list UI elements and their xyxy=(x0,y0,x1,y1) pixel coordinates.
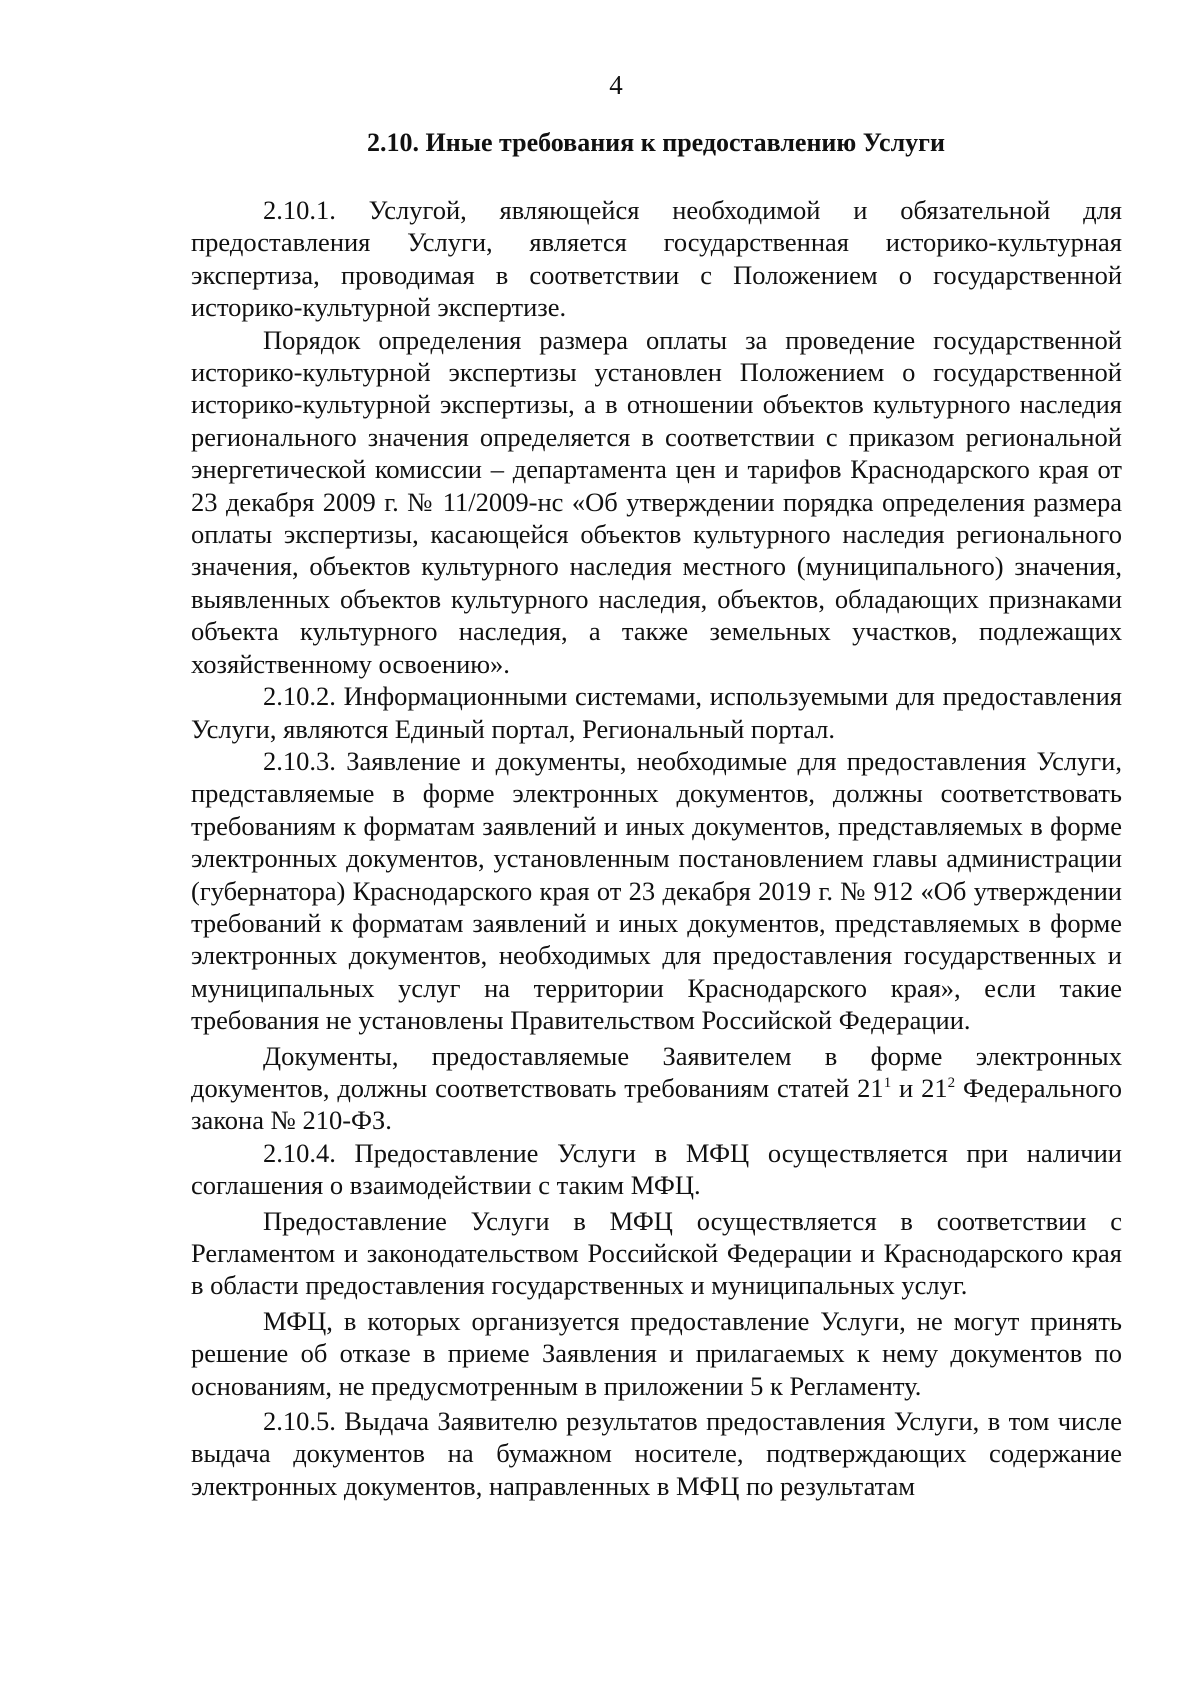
document-body xyxy=(191,194,1122,1502)
section-title: 2.10. Иные требования к предоставлению Услуги xyxy=(367,128,945,157)
paragraph-2-10-1: 2.10.1. Услугой, являющейся необходимой и обязательной для предоставления Услуги, является государственная историко-культурная экспертиза, проводимая в соответствии с Положением о государственной историко-культурной экспертизе. xyxy=(191,195,1122,323)
page-number: 4 xyxy=(609,70,623,100)
superscript-2: 2 xyxy=(947,1074,956,1091)
paragraph-2-10-5: 2.10.5. Выдача Заявителю результатов предоставления Услуги, в том числе выдача документов на бумажном носителе, подтверждающих содержание электронных документов, направленных в МФЦ по результатам xyxy=(191,1406,1122,1501)
paragraph-docs-text-before: Документы, предоставляемые Заявителем в форме электронных документов, должны соответствовать требованиям статей 21 xyxy=(191,1040,1122,1103)
paragraph-2-10-3: 2.10.3. Заявление и документы, необходимые для предоставления Услуги, представляемые в форме электронных документов, должны соответствовать требованиям к форматам заявлений и иных документов, представляемых в форме электронных документов, установленным постановлением главы администрации (губернатора) Краснодарского края от 23 декабря 2019 г. № 912 «Об утверждении требований к форматам заявлений и иных документов, представляемых в форме электронных документов, необходимых для предоставления государственных и муниципальных услуг на территории Краснодарского края», если такие требования не установлены Правительством Российской Федерации. xyxy=(191,745,1122,1036)
paragraph-2-10-2: 2.10.2. Информационными системами, используемыми для предоставления Услуги, являются Единый портал, Региональный портал. xyxy=(191,681,1122,744)
paragraph-payment-order: Порядок определения размера оплаты за проведение государственной историко-культурной экспертизы установлен Положением о государственной историко-культурной экспертизы, а в отношении объектов культурного наследия регионального значения определяется в соответствии с приказом региональной энергетической комиссии – департамента цен и тарифов Краснодарского края от 23 декабря 2009 г. № 11/2009-нс «Об утверждении порядка определения размера оплаты экспертизы, касающейся объектов культурного наследия регионального значения, объектов культурного наследия местного (муниципального) значения, выявленных объектов культурного наследия, объектов, обладающих признаками объекта культурного наследия, а также земельных участков, подлежащих хозяйственному освоению». xyxy=(191,324,1122,679)
paragraph-2-10-4: 2.10.4. Предоставление Услуги в МФЦ осуществляется при наличии соглашения о взаимодействии с таким МФЦ. xyxy=(191,1137,1122,1201)
paragraph-docs-text-after: Федерального закона № 210-ФЗ. xyxy=(191,1072,1122,1136)
paragraph-mfc-refusal: МФЦ, в которых организуется предоставление Услуги, не могут принять решение об отказе в приеме Заявления и прилагаемых к нему документов по основаниям, не предусмотренным в приложении 5 к Регламенту. xyxy=(191,1305,1122,1401)
paragraph-mfc-provision: Предоставление Услуги в МФЦ осуществляется в соответствии с Регламентом и законодательством Российской Федерации и Краснодарского края в области предоставления государственных и муниципальных услуг. xyxy=(191,1205,1122,1301)
superscript-1: 1 xyxy=(883,1074,892,1091)
paragraph-electronic-documents xyxy=(191,1040,1122,1137)
paragraph-docs-text-middle: и 21 xyxy=(891,1072,948,1103)
